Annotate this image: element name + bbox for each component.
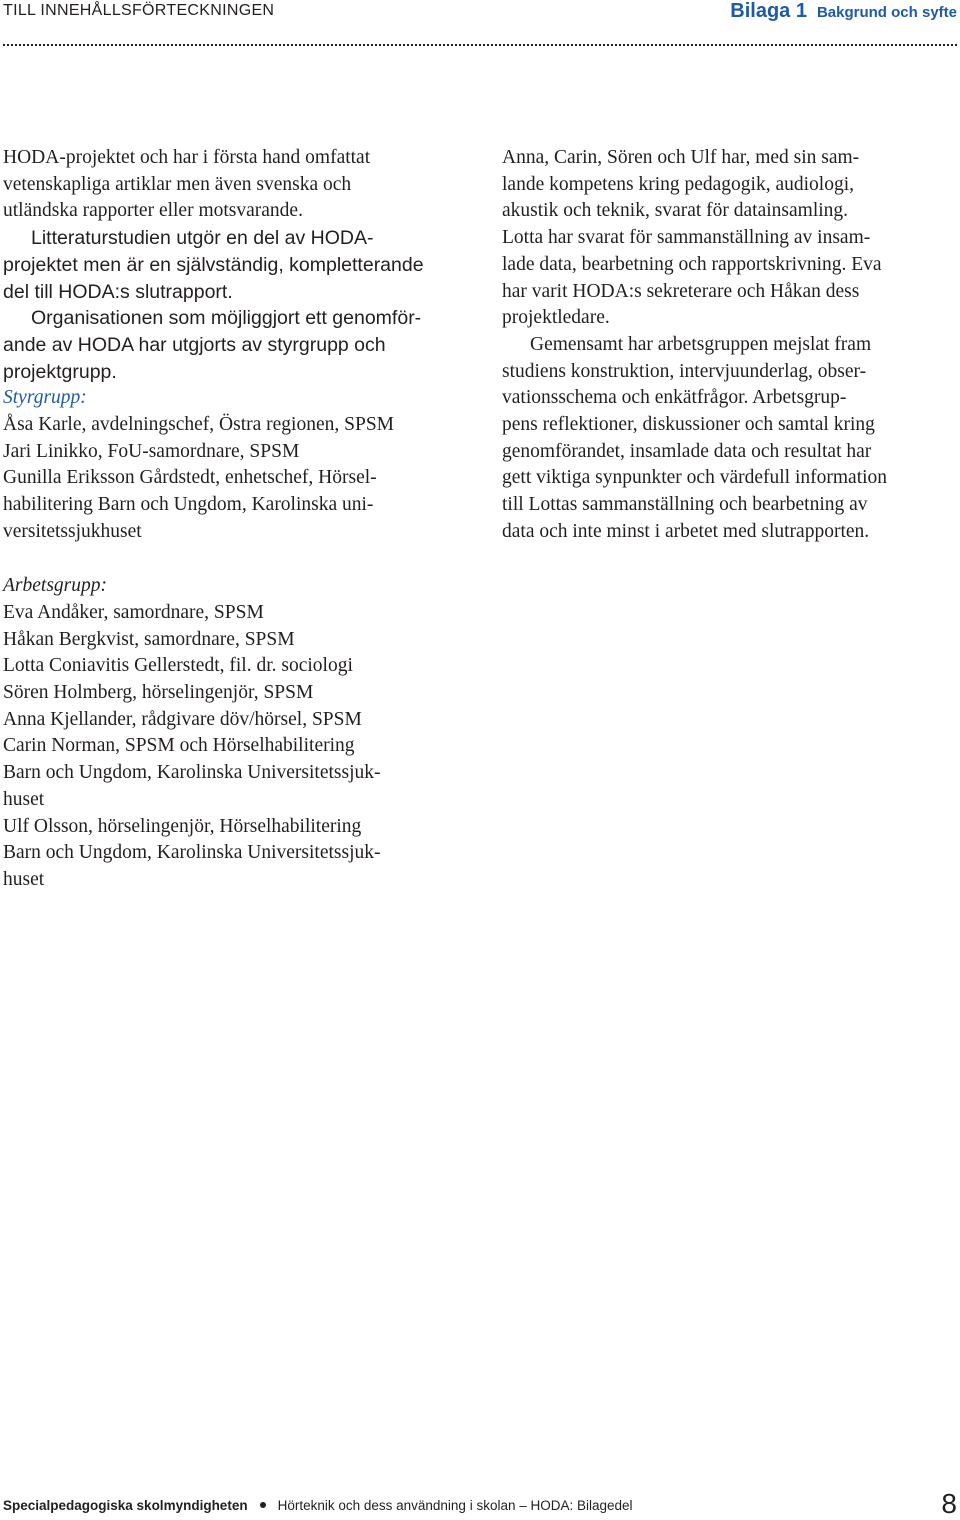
body-line: pens reflektioner, diskussioner och samtal kring [502, 414, 875, 436]
body-line: vationsschema och enkätfrågor. Arbetsgrup- [502, 387, 847, 409]
working-group-member: huset [3, 788, 45, 810]
steering-group-member: Jari Linikko, FoU-samordnare, SPSM [3, 440, 300, 462]
working-group-member: Barn och Ungdom, Karolinska Universitetssjuk- [3, 762, 381, 784]
working-group-member: Håkan Bergkvist, samordnare, SPSM [3, 628, 295, 650]
left-column [3, 145, 459, 893]
body-line: Anna, Carin, Sören och Ulf har, med sin sam- [502, 147, 860, 168]
footer-publication: Hörteknik och dess användning i skolan – HODA: Bilagedel [277, 1498, 633, 1513]
body-line: projektledare. [502, 307, 610, 329]
body-line: lade data, bearbetning och rapportskrivning. Eva [502, 253, 882, 275]
steering-group-member: versitetssjukhuset [3, 520, 142, 542]
right-column [502, 145, 958, 546]
working-group-member: huset [3, 868, 45, 890]
working-group-member: Eva Andåker, samordnare, SPSM [3, 601, 264, 623]
body-line: akustik och teknik, svarat för datainsamling. [502, 200, 849, 222]
steering-group-member: Gunilla Eriksson Gårdstedt, enhetschef, Hörsel- [3, 467, 377, 489]
section-heading [730, 0, 957, 23]
section-title: Bakgrund och syfte [816, 4, 957, 21]
intro-line: del till HODA:s slutrapport. [3, 280, 233, 303]
intro-line: projektet men är en självständig, kompletterande [3, 253, 424, 276]
intro-line: projektgrupp. [3, 360, 117, 383]
steering-group-member: habilitering Barn och Ungdom, Karolinska uni- [3, 494, 374, 516]
header-divider [3, 44, 957, 46]
spacer [3, 546, 459, 573]
body-line: studiens konstruktion, intervjuunderlag, obser- [502, 360, 867, 382]
bullet-icon [260, 1502, 266, 1508]
body-line: genomförandet, insamlade data och resultat har [502, 440, 872, 462]
working-group-member: Barn och Ungdom, Karolinska Universitetssjuk- [3, 842, 381, 864]
working-group-heading: Arbetsgrupp: [3, 575, 107, 597]
body-line: lande kompetens kring pedagogik, audiologi, [502, 173, 855, 195]
working-group-member: Carin Norman, SPSM och Hörselhabilitering [3, 735, 355, 757]
intro-line: vetenskapliga artiklar men även svenska och [3, 173, 352, 195]
page-number: 8 [941, 1488, 957, 1519]
steering-group-heading: Styrgrupp: [3, 387, 87, 409]
working-group-member: Sören Holmberg, hörselingenjör, SPSM [3, 682, 314, 704]
intro-line: HODA-projektet och har i första hand omfattat [3, 147, 371, 168]
body-line: Lotta har svarat för sammanställning av insam- [502, 227, 871, 249]
intro-line: ande av HODA har utgjorts av styrgrupp och [3, 333, 386, 356]
steering-group-member: Åsa Karle, avdelningschef, Östra regionen, SPSM [3, 414, 394, 436]
intro-line: Organisationen som möjliggjort ett genomför- [31, 307, 422, 330]
footer [3, 1498, 633, 1513]
body-line: Gemensamt har arbetsgruppen mejslat fram [530, 333, 872, 355]
footer-organization: Specialpedagogiska skolmyndigheten [3, 1498, 248, 1513]
intro-line: Litteraturstudien utgör en del av HODA- [31, 227, 374, 250]
body-line: data och inte minst i arbetet med slutrapporten. [502, 520, 870, 542]
toc-link[interactable]: TILL INNEHÅLLSFÖRTECKNINGEN [3, 2, 275, 19]
working-group-member: Anna Kjellander, rådgivare döv/hörsel, SPSM [3, 708, 362, 730]
body-line: har varit HODA:s sekreterare och Håkan dess [502, 280, 860, 302]
working-group-member: Ulf Olsson, hörselingenjör, Hörselhabilitering [3, 815, 362, 837]
appendix-label: Bilaga 1 [730, 0, 807, 22]
body-line: gett viktiga synpunkter och värdefull information [502, 467, 888, 489]
intro-line: utländska rapporter eller motsvarande. [3, 200, 303, 222]
working-group-member: Lotta Coniavitis Gellerstedt, fil. dr. sociologi [3, 655, 353, 677]
body-line: till Lottas sammanställning och bearbetning av [502, 494, 868, 516]
